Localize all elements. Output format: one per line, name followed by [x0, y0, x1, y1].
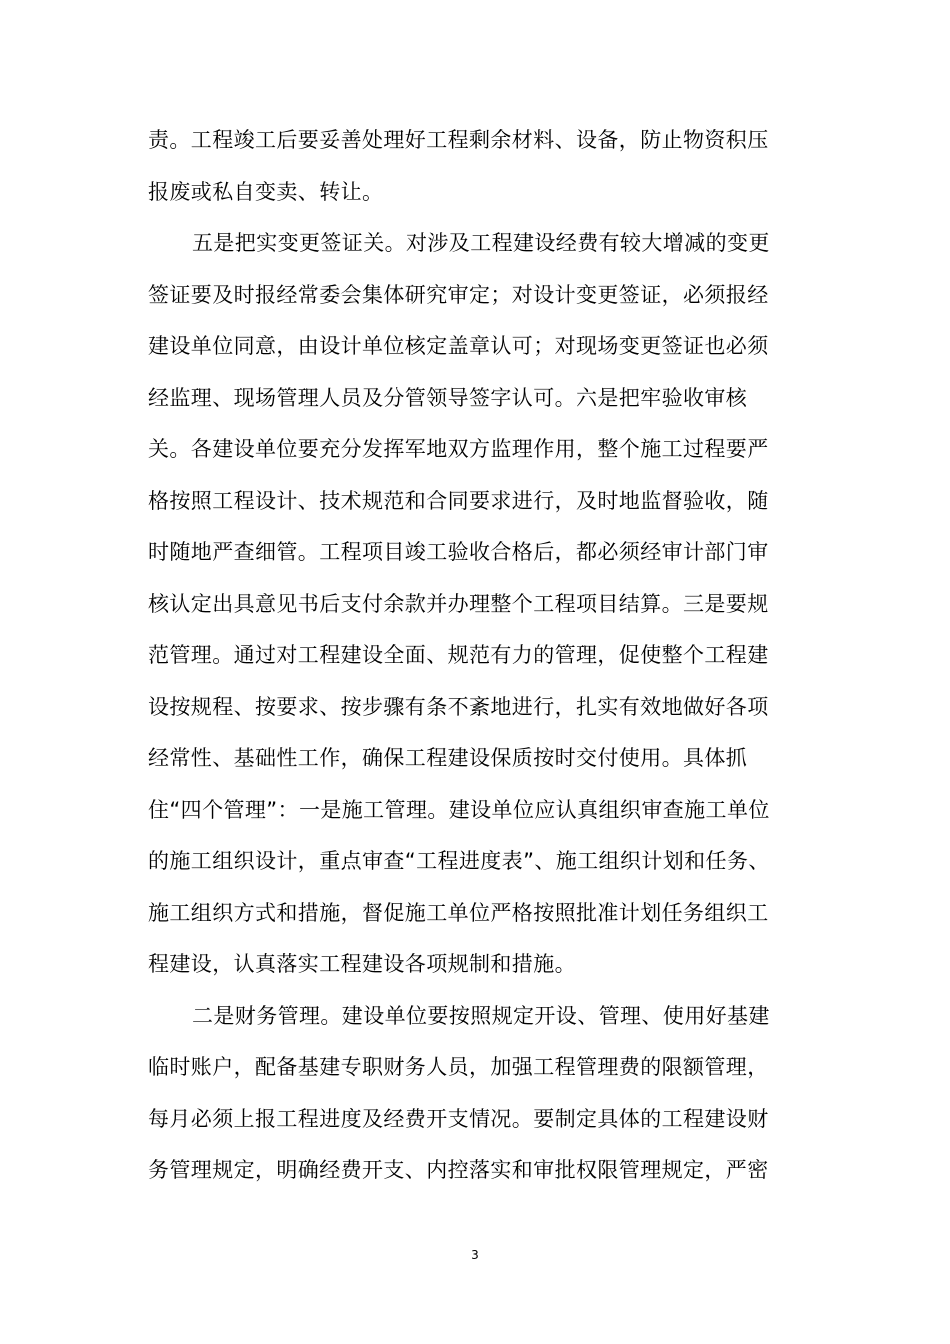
paragraph-start-line: 五是把实变更签证关。对涉及工程建设经费有较大增减的变更: [192, 231, 770, 255]
text-line: 施工组织方式和措施，督促施工单位严格按照批准计划任务组织工: [148, 900, 769, 925]
body-text: [148, 115, 802, 1197]
text-line: 责。工程竣工后要妥善处理好工程剩余材料、设备，防止物资积压: [148, 128, 769, 152]
text-line: 范管理。通过对工程建设全面、规范有力的管理，促使整个工程建: [148, 643, 769, 667]
text-line: 核认定出具意见书后支付余款并办理整个工程项目结算。三是要规: [148, 591, 769, 616]
text-line: 报废或私自变卖、转让。: [148, 179, 384, 204]
page-number: 3: [471, 1248, 479, 1262]
text-line: 程建设，认真落实工程建设各项规制和措施。: [148, 952, 576, 976]
text-line: 临时账户，配备基建专职财务人员，加强工程管理费的限额管理，: [148, 1055, 769, 1079]
text-line: 的施工组织设计，重点审查“工程进度表”、施工组织计划和任务、: [148, 849, 770, 873]
paragraph-start-line: 二是财务管理。建设单位要按照规定开设、管理、使用好基建: [192, 1003, 770, 1028]
text-line: 经常性、基础性工作，确保工程建设保质按时交付使用。具体抓: [148, 746, 748, 770]
text-line: 每月必须上报工程进度及经费开支情况。要制定具体的工程建设财: [148, 1106, 769, 1131]
text-line: 关。各建设单位要充分发挥军地双方监理作用，整个施工过程要严: [148, 437, 769, 461]
text-line: 设按规程、按要求、按步骤有条不紊地进行，扎实有效地做好各项: [148, 694, 769, 719]
text-line: 签证要及时报经常委会集体研究审定；对设计变更签证，必须报经: [148, 282, 769, 307]
text-line: 格按照工程设计、技术规范和合同要求进行，及时地监督验收，随: [148, 488, 769, 513]
text-line: 时随地严查细管。工程项目竣工验收合格后，都必须经审计部门审: [148, 540, 769, 564]
text-line: 住“四个管理”：一是施工管理。建设单位应认真组织审查施工单位: [148, 797, 770, 822]
text-line: 务管理规定，明确经费开支、内控落实和审批权限管理规定，严密: [148, 1158, 769, 1182]
text-line: 建设单位同意，由设计单位核定盖章认可；对现场变更签证也必须: [148, 334, 769, 358]
text-line: 经监理、现场管理人员及分管领导签字认可。六是把牢验收审核: [148, 385, 748, 410]
